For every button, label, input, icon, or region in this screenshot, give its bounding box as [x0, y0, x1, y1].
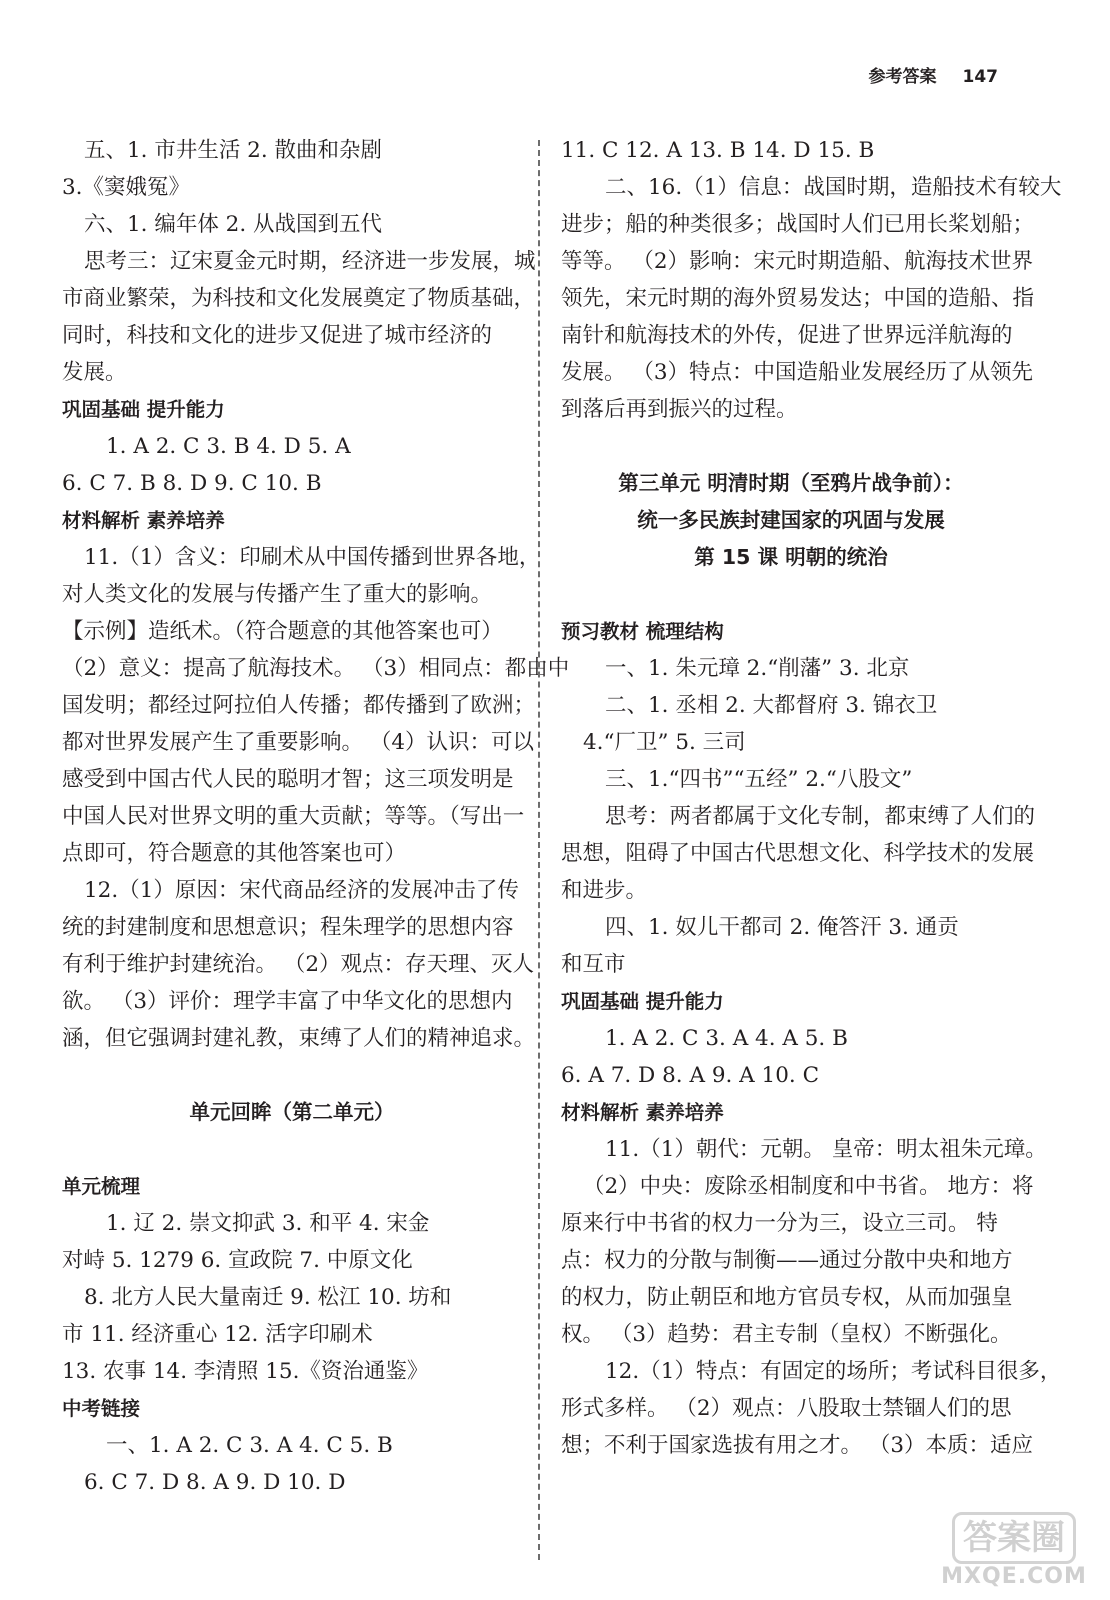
text-line: 原来行中书省的权力一分为三，设立三司。 特 — [561, 1211, 998, 1236]
text-line: 1. A 2. C 3. A 4. A 5. B — [605, 1026, 848, 1051]
section-heading: 巩固基础 提升能力 — [561, 990, 724, 1013]
text-line: 想；不利于国家选拔有用之才。 （3）本质：适应 — [561, 1433, 1034, 1458]
text-line: 领先，宋元时期的海外贸易发达；中国的造船、指 — [561, 286, 1035, 311]
text-line: 13. 农事 14. 李清照 15.《资治通鉴》 — [62, 1359, 429, 1384]
text-line: 到落后再到振兴的过程。 — [561, 397, 798, 422]
column-divider — [538, 140, 540, 1560]
text-line: 有利于维护封建统治。 （2）观点：存天理、灭人 — [62, 952, 535, 977]
text-line: 等等。 （2）影响：宋元时期造船、航海技术世界 — [561, 249, 1034, 274]
section-heading: 预习教材 梳理结构 — [561, 620, 724, 643]
text-line: 三、1.“四书”“五经” 2.“八股文” — [605, 767, 913, 792]
text-line: 6. A 7. D 8. A 9. A 10. C — [561, 1063, 820, 1088]
watermark-logo: 答案圈 — [952, 1512, 1076, 1564]
page-number: 147 — [962, 67, 998, 87]
text-line: 一、1. 朱元璋 2.“削藩” 3. 北京 — [605, 656, 910, 681]
text-line: 形式多样。 （2）观点：八股取士禁锢人们的思 — [561, 1396, 1012, 1421]
text-line: 6. C 7. B 8. D 9. C 10. B — [62, 471, 322, 496]
header-title: 参考答案 — [868, 67, 937, 87]
text-line: 欲。 （3）评价：理学丰富了中华文化的思想内 — [62, 989, 513, 1014]
text-line: 权。 （3）趋势：君主专制（皇权）不断强化。 — [561, 1322, 1012, 1347]
text-line: 二、16.（1）信息：战国时期，造船技术有较大 — [605, 175, 1062, 200]
text-line: 四、1. 奴儿干都司 2. 俺答汗 3. 通贡 — [605, 915, 959, 940]
text-line: 六、1. 编年体 2. 从战国到五代 — [84, 212, 383, 237]
section-heading: 单元梳理 — [62, 1175, 141, 1198]
text-line: （2）中央：废除丞相制度和中书省。 地方：将 — [583, 1174, 1034, 1199]
text-line: 都对世界发展产生了重要影响。 （4）认识：可以 — [62, 730, 535, 755]
text-line: 和互市 — [561, 952, 626, 977]
watermark — [934, 1512, 1094, 1592]
text-line: 思考三：辽宋夏金元时期，经济进一步发展，城 — [84, 249, 536, 274]
text-line: 发展。 — [62, 360, 127, 385]
text-line: 国发明；都经过阿拉伯人传播；都传播到了欧洲； — [62, 693, 536, 718]
text-line: 【示例】造纸术。（符合题意的其他答案也可） — [62, 619, 503, 644]
section-heading: 中考链接 — [62, 1397, 141, 1420]
text-line: 6. C 7. D 8. A 9. D 10. D — [84, 1470, 346, 1495]
text-line: 11.（1）朝代：元朝。 皇帝：明太祖朱元璋。 — [605, 1137, 1047, 1162]
section-heading: 巩固基础 提升能力 — [62, 398, 225, 421]
spacer — [62, 1131, 522, 1168]
unit-title: 第三单元 明清时期（至鸦片战争前）： — [618, 471, 964, 495]
text-line: 3.《窦娥冤》 — [62, 175, 191, 200]
text-line: 11.（1）含义：印刷术从中国传播到世界各地， — [84, 545, 541, 570]
text-line: 五、1. 市井生活 2. 散曲和杂剧 — [84, 138, 383, 163]
unit-title: 第 15 课 明朝的统治 — [694, 545, 888, 569]
text-line: 8. 北方人民大量南迁 9. 松江 10. 坊和 — [84, 1285, 452, 1310]
text-line: 11. C 12. A 13. B 14. D 15. B — [561, 138, 875, 163]
unit-title: 统一多民族封建国家的巩固与发展 — [637, 508, 945, 532]
text-line: 市商业繁荣，为科技和文化发展奠定了物质基础， — [62, 286, 536, 311]
text-line: 12.（1）原因：宋代商品经济的发展冲击了传 — [84, 878, 519, 903]
spacer — [561, 428, 1021, 465]
spacer — [561, 576, 1021, 613]
section-heading: 材料解析 素养培养 — [62, 509, 225, 532]
text-line: 市 11. 经济重心 12. 活字印刷术 — [62, 1322, 373, 1347]
text-line: 1. A 2. C 3. B 4. D 5. A — [106, 434, 351, 459]
spacer — [62, 1057, 522, 1094]
text-line: 和进步。 — [561, 878, 648, 903]
text-line: 12.（1）特点：有固定的场所；考试科目很多， — [605, 1359, 1062, 1384]
text-line: 的权力，防止朝臣和地方官员专权，从而加强皇 — [561, 1285, 1013, 1310]
text-line: 4.“厂卫” 5. 三司 — [583, 730, 746, 755]
page-header — [869, 62, 999, 87]
text-line: 同时，科技和文化的进步又促进了城市经济的 — [62, 323, 493, 348]
right-column — [561, 132, 1062, 1464]
text-line: 感受到中国古代人民的聪明才智；这三项发明是 — [62, 767, 514, 792]
text-line: 发展。 （3）特点：中国造船业发展经历了从领先 — [561, 360, 1034, 385]
text-line: （2）意义：提高了航海技术。 （3）相同点：都由中 — [62, 656, 570, 681]
text-line: 1. 辽 2. 崇文抑武 3. 和平 4. 宋金 — [106, 1211, 430, 1236]
left-column — [62, 132, 570, 1501]
text-line: 二、1. 丞相 2. 大都督府 3. 锦衣卫 — [605, 693, 938, 718]
text-line: 中国人民对世界文明的重大贡献；等等。（写出一 — [62, 804, 525, 829]
unit-title: 单元回眸（第二单元） — [189, 1100, 395, 1124]
text-line: 点：权力的分散与制衡——通过分散中央和地方 — [561, 1248, 1013, 1273]
text-line: 统的封建制度和思想意识；程朱理学的思想内容 — [62, 915, 514, 940]
section-heading: 材料解析 素养培养 — [561, 1101, 724, 1124]
text-line: 思想，阻碍了中国古代思想文化、科学技术的发展 — [561, 841, 1035, 866]
text-line: 思考：两者都属于文化专制，都束缚了人们的 — [605, 804, 1036, 829]
text-line: 南针和航海技术的外传，促进了世界远洋航海的 — [561, 323, 1013, 348]
text-line: 对峙 5. 1279 6. 宣政院 7. 中原文化 — [62, 1248, 413, 1273]
text-line: 进步；船的种类很多；战国时人们已用长桨划船； — [561, 212, 1035, 237]
text-line: 一、1. A 2. C 3. A 4. C 5. B — [106, 1433, 393, 1458]
text-line: 点即可，符合题意的其他答案也可） — [62, 841, 407, 866]
text-line: 对人类文化的发展与传播产生了重大的影响。 — [62, 582, 493, 607]
watermark-url: MXQE.COM — [941, 1564, 1087, 1589]
text-line: 涵，但它强调封建礼教，束缚了人们的精神追求。 — [62, 1026, 536, 1051]
